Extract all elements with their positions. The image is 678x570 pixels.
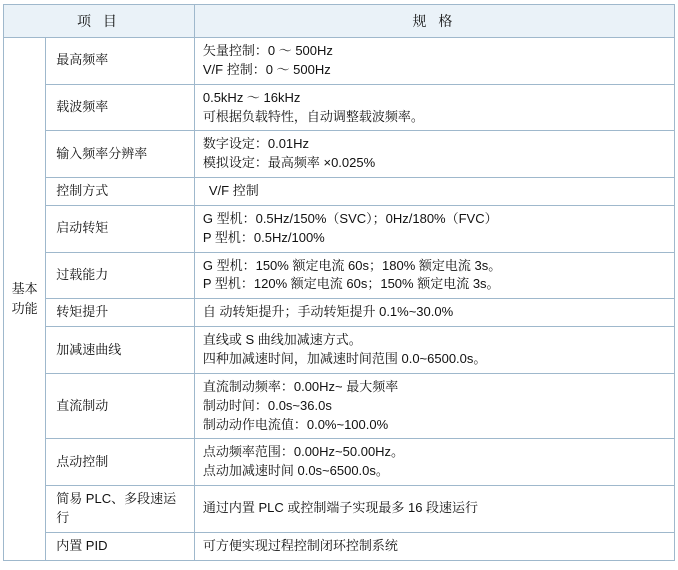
table-row — [4, 486, 675, 533]
row-spec-line: G 型机：150% 额定电流 60s；180% 额定电流 3s。 — [202, 257, 502, 273]
row-spec-line: 可根据负载特性，自动调整载波频率。 — [202, 108, 424, 124]
table-row — [4, 532, 675, 560]
row-spec-value — [194, 532, 674, 560]
table-row — [4, 373, 675, 439]
row-spec-value — [194, 373, 674, 439]
row-item-label: 最高频率 — [46, 38, 195, 85]
table-row — [4, 439, 675, 486]
table-row — [4, 178, 675, 206]
row-item-label: 简易 PLC、多段速运行 — [46, 486, 195, 533]
row-spec-value — [194, 252, 674, 299]
row-item-label: 转矩提升 — [46, 299, 195, 327]
row-spec-line: 直线或 S 曲线加减速方式。 — [202, 332, 362, 348]
row-spec-line: 通过内置 PLC 或控制端子实现最多 16 段速运行 — [202, 500, 479, 516]
row-item-label: 载波频率 — [46, 84, 195, 131]
header-spec: 规 格 — [194, 5, 674, 38]
row-spec-line: 矢量控制：0 ～ 500Hz — [202, 43, 333, 58]
table-row — [4, 327, 675, 374]
row-spec-value — [194, 84, 674, 131]
row-item-label: 直流制动 — [46, 373, 195, 439]
row-spec-line: 0.5kHz ～ 16kHz — [202, 89, 301, 105]
row-spec-line: 点动加减速时间 0.0s~6500.0s。 — [202, 463, 389, 479]
table-row — [4, 205, 675, 252]
row-item-label: 加减速曲线 — [46, 327, 195, 374]
row-group-label-line: 功能 — [11, 300, 38, 316]
table-row — [4, 38, 675, 85]
row-spec-line: 模拟设定：最高频率 ×0.025% — [202, 155, 376, 171]
header-item: 项 目 — [4, 5, 195, 38]
row-spec-line: 自 动转矩提升；手动转矩提升 0.1%~30.0% — [202, 304, 454, 320]
table-row — [4, 131, 675, 178]
table-row — [4, 299, 675, 327]
row-spec-line: 四种加减速时间，加减速时间范围 0.0~6500.0s。 — [202, 350, 487, 366]
row-spec-line: V/F 控制 — [208, 183, 259, 199]
row-spec-line: 制动动作电流值：0.0%~100.0% — [202, 416, 389, 432]
row-spec-value — [194, 38, 674, 85]
row-group-label — [4, 38, 46, 561]
row-group-label-line: 基本 — [11, 281, 38, 297]
row-spec-value — [194, 131, 674, 178]
row-item-label: 内置 PID — [46, 532, 195, 560]
row-item-label: 控制方式 — [46, 178, 195, 206]
table-row — [4, 252, 675, 299]
row-item-label: 过载能力 — [46, 252, 195, 299]
row-item-label: 输入频率分辨率 — [46, 131, 195, 178]
row-spec-line: P 型机：0.5Hz/100% — [202, 229, 325, 245]
row-spec-value — [194, 327, 674, 374]
row-spec-line: P 型机：120% 额定电流 60s；150% 额定电流 3s。 — [202, 276, 500, 292]
table-body — [4, 38, 675, 561]
table-header — [4, 5, 675, 38]
row-spec-line: 数字设定：0.01Hz — [202, 136, 310, 152]
header-row — [4, 5, 675, 38]
row-spec-value — [194, 178, 674, 206]
row-spec-line: 点动频率范围：0.00Hz~50.00Hz。 — [202, 444, 405, 460]
row-spec-value — [194, 486, 674, 533]
row-spec-value — [194, 205, 674, 252]
row-item-label: 点动控制 — [46, 439, 195, 486]
row-spec-value — [194, 439, 674, 486]
row-item-label: 启动转矩 — [46, 205, 195, 252]
specification-table — [3, 4, 675, 561]
table-row — [4, 84, 675, 131]
row-spec-line: V/F 控制：0 ～ 500Hz — [202, 61, 331, 77]
row-spec-line: G 型机：0.5Hz/150%（SVC）；0Hz/180%（FVC） — [202, 210, 498, 226]
row-spec-value — [194, 299, 674, 327]
row-spec-line: 可方便实现过程控制闭环控制系统 — [202, 537, 398, 553]
row-spec-line: 制动时间：0.0s~36.0s — [202, 397, 332, 413]
row-spec-line: 直流制动频率：0.00Hz~ 最大频率 — [202, 378, 399, 394]
